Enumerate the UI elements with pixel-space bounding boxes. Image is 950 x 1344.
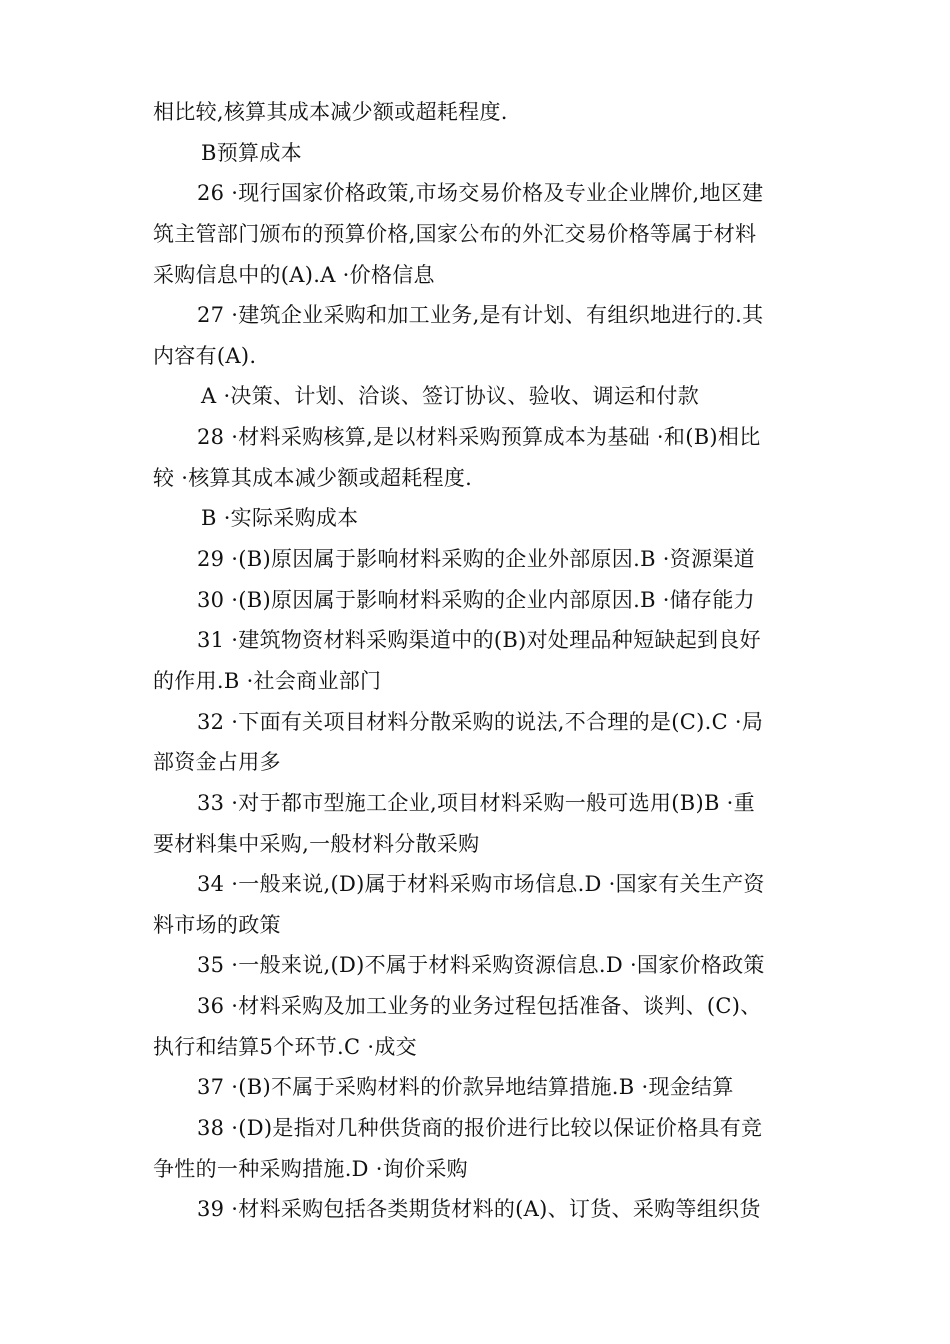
question-line: 36 ·材料采购及加工业务的业务过程包括准备、谈判、(C)、 <box>197 994 762 1019</box>
question-line: 27 ·建筑企业采购和加工业务,是有计划、有组织地进行的.其 <box>197 303 764 328</box>
question-line: 38 ·(D)是指对几种供货商的报价进行比较以保证价格具有竞 <box>197 1116 763 1141</box>
text-line: 部资金占用多 <box>153 750 281 775</box>
question-line: 33 ·对于都市型施工企业,项目材料采购一般可选用(B)B ·重 <box>197 790 755 815</box>
text-line: 相比较,核算其成本减少额或超耗程度. <box>153 100 508 124</box>
text-line: 要材料集中采购,一般材料分散采购 <box>153 831 480 856</box>
document-body <box>153 92 833 1230</box>
question-line: 26 ·现行国家价格政策,市场交易价格及专业企业牌价,地区建 <box>197 181 764 206</box>
answer-line: A ·决策、计划、洽谈、签订协议、验收、调运和付款 <box>201 384 700 409</box>
text-line: 争性的一种采购措施.D ·询价采购 <box>153 1156 468 1181</box>
text-line: 采购信息中的(A).A ·价格信息 <box>153 262 435 287</box>
text-line: 的作用.B ·社会商业部门 <box>153 668 382 693</box>
text-line: 料市场的政策 <box>153 912 281 937</box>
text-line: 执行和结算5个环节.C ·成交 <box>153 1034 417 1059</box>
answer-line: B预算成本 <box>201 140 302 165</box>
question-line: 29 ·(B)原因属于影响材料采购的企业外部原因.B ·资源渠道 <box>197 547 755 572</box>
question-line: 35 ·一般来说,(D)不属于材料采购资源信息.D ·国家价格政策 <box>197 953 765 978</box>
question-line: 34 ·一般来说,(D)属于材料采购市场信息.D ·国家有关生产资 <box>197 872 765 897</box>
question-line: 30 ·(B)原因属于影响材料采购的企业内部原因.B ·储存能力 <box>197 587 755 612</box>
question-line: 39 ·材料采购包括各类期货材料的(A)、订货、采购等组织货 <box>197 1197 761 1222</box>
text-line: 筑主管部门颁布的预算价格,国家公布的外汇交易价格等属于材料 <box>153 221 757 246</box>
question-line: 37 ·(B)不属于采购材料的价款异地结算措施.B ·现金结算 <box>197 1075 734 1100</box>
answer-line: B ·实际采购成本 <box>201 506 359 531</box>
question-line: 32 ·下面有关项目材料分散采购的说法,不合理的是(C).C ·局 <box>197 709 764 734</box>
question-line: 28 ·材料采购核算,是以材料采购预算成本为基础 ·和(B)相比 <box>197 425 761 450</box>
text-line: 内容有(A). <box>153 343 257 368</box>
text-line: 较 ·核算其成本减少额或超耗程度. <box>153 465 473 490</box>
question-line: 31 ·建筑物资材料采购渠道中的(B)对处理品种短缺起到良好 <box>197 628 761 653</box>
